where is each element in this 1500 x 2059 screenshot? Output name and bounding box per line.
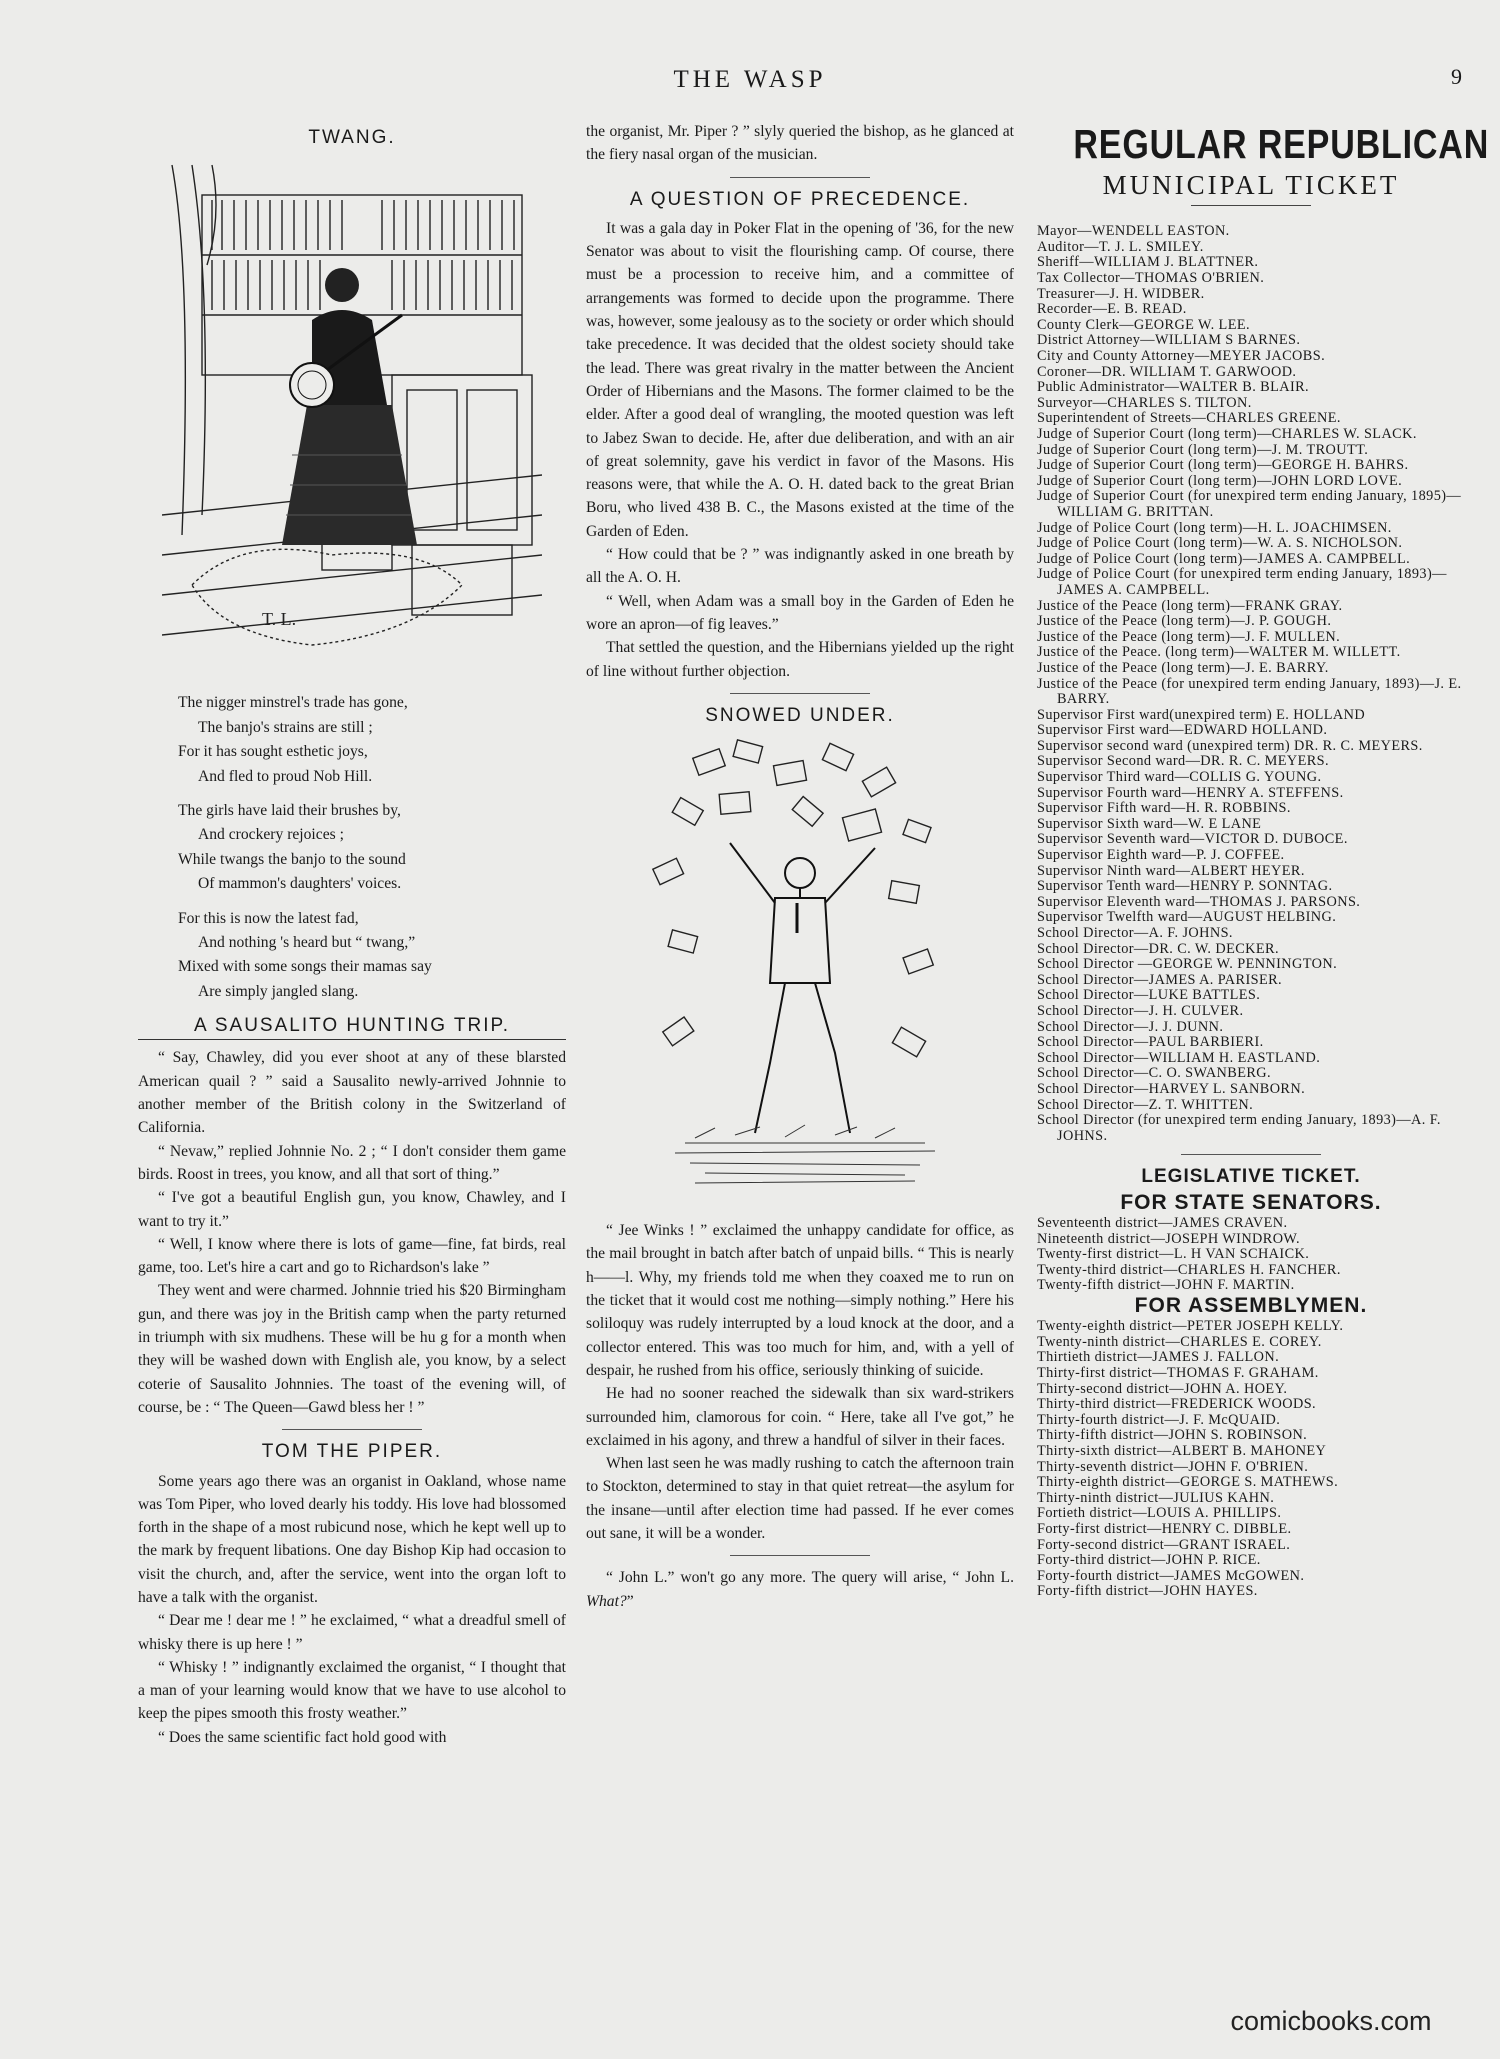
closing-end: ” — [626, 1592, 634, 1610]
poem-line: And crockery rejoices ; — [198, 826, 344, 844]
ticket-entry: Justice of the Peace (long term)—J. F. MULLEN. — [1037, 628, 1341, 645]
twang-title: TWANG. — [308, 127, 396, 148]
ticket-entry: Supervisor Seventh ward—VICTOR D. DUBOCE. — [1037, 831, 1348, 848]
section-divider — [1191, 205, 1311, 206]
ticket-entry: Thirty-fourth district—J. F. McQUAID. — [1037, 1411, 1281, 1428]
ticket-entry: Thirty-fifth district—JOHN S. ROBINSON. — [1037, 1427, 1308, 1444]
ticket-entry: Judge of Police Court (long term)—W. A. S. NICHOLSON. — [1037, 535, 1403, 552]
ticket-entry: Seventeenth district—JAMES CRAVEN. — [1037, 1214, 1288, 1231]
ticket-title: REGULAR REPUBLICAN — [1073, 121, 1490, 167]
ticket-entry: Supervisor Tenth ward—HENRY P. SONNTAG. — [1037, 878, 1333, 895]
ticket-entry: Fortieth district—LOUIS A. PHILLIPS. — [1037, 1505, 1282, 1522]
ticket-entry: Twenty-third district—CHARLES H. FANCHER. — [1037, 1261, 1341, 1278]
article-paragraph: Some years ago there was an organist in Oakland, whose name was Tom Piper, who loved dearly his toddy. His love had blossomed forth in the shape of a most rubicund nose, which he kept well up to the mark by frequent libations. One day Bishop Kip had occasion to visit the church, and, after the service, went into the organ loft to have a talk with the organist. — [138, 1472, 566, 1606]
ticket-entry: County Clerk—GEORGE W. LEE. — [1037, 316, 1250, 333]
poem-stanza — [178, 691, 566, 789]
column-right — [1037, 120, 1490, 1600]
municipal-ticket-list — [1037, 224, 1465, 1144]
legislative-title: LEGISLATIVE TICKET. — [1141, 1166, 1361, 1188]
ticket-entry: Supervisor Sixth ward—W. E LANE — [1037, 815, 1262, 832]
article-paragraph: “ Well, I know where there is lots of game—fine, fat birds, real game, too. Let's hire a cart and go to Richardson's lake ” — [138, 1235, 566, 1277]
ticket-entry: Supervisor Fifth ward—H. R. ROBBINS. — [1037, 800, 1291, 817]
ticket-entry: District Attorney—WILLIAM S BARNES. — [1037, 332, 1301, 349]
article-paragraph: That settled the question, and the Hibernians yielded up the right of line without further objection. — [586, 639, 1014, 680]
section-divider — [730, 177, 870, 178]
ticket-entry: Forty-fifth district—JOHN HAYES. — [1037, 1583, 1258, 1600]
ticket-entry: School Director—C. O. SWANBERG. — [1037, 1065, 1271, 1082]
ticket-entry: School Director —GEORGE W. PENNINGTON. — [1037, 956, 1338, 973]
section-divider — [282, 1429, 422, 1430]
ticket-entry: Thirty-second district—JOHN A. HOEY. — [1037, 1380, 1288, 1397]
article-paragraph: the organist, Mr. Piper ? ” slyly queried the bishop, as he glanced at the fiery nasal organ of the musician. — [586, 123, 1014, 164]
ticket-entry: Thirty-seventh district—JOHN F. O'BRIEN. — [1037, 1458, 1309, 1475]
ticket-entry: Justice of the Peace (long term)—FRANK GRAY. — [1037, 597, 1343, 614]
ticket-entry: School Director—WILLIAM H. EASTLAND. — [1037, 1049, 1321, 1066]
ticket-entry: Thirty-ninth district—JULIUS KAHN. — [1037, 1489, 1275, 1506]
ticket-entry: Judge of Superior Court (long term)—CHARLES W. SLACK. — [1037, 426, 1417, 443]
ticket-entry: Public Administrator—WALTER B. BLAIR. — [1037, 379, 1310, 396]
ticket-entry: Supervisor Twelfth ward—AUGUST HELBING. — [1037, 909, 1337, 926]
article-paragraph: When last seen he was madly rushing to catch the afternoon train to Stockton, determined to stay in that quiet retreat—the asylum for the insane—until after election time had passed. If he ever comes out sane, it will be a wonder. — [586, 1455, 1014, 1542]
ticket-entry: Thirty-sixth district—ALBERT B. MAHONEY — [1037, 1442, 1327, 1459]
ticket-entry: Forty-second district—GRANT ISRAEL. — [1037, 1536, 1291, 1553]
article-paragraph: They went and were charmed. Johnnie tried his $20 Birmingham gun, and there was joy in the British camp when the party returned in triumph with six mudhens. These will be hu g for a month when they will be washed down with English ale, you know, by a select coterie of Sausalito Johnnies. The toast of the evening will, of course, be : “ The Queen—Gawd bless her ! ” — [138, 1282, 566, 1416]
ticket-entry: Judge of Superior Court (for unexpired term ending January, 1895)—WILLIAM G. BRITTAN. — [1037, 488, 1462, 520]
closing-italic: What? — [586, 1592, 627, 1610]
poem-line: The banjo's strains are still ; — [198, 718, 373, 736]
ticket-entry: Judge of Police Court (for unexpired term ending January, 1893)—JAMES A. CAMPBELL. — [1037, 566, 1447, 598]
ticket-entry: Auditor—T. J. L. SMILEY. — [1037, 238, 1204, 255]
article-paragraph — [586, 1566, 1014, 1613]
section-divider — [730, 1555, 870, 1556]
ticket-entry: School Director—J. H. CULVER. — [1037, 1002, 1244, 1019]
poem-line: And nothing 's heard but “ twang,” — [198, 933, 416, 951]
section-divider — [730, 693, 870, 694]
poem-line: And fled to proud Nob Hill. — [198, 767, 373, 785]
ticket-entry: Judge of Superior Court (long term)—JOHN LORD LOVE. — [1037, 472, 1403, 489]
page-header — [0, 62, 1500, 102]
sausalito-title: A SAUSALITO HUNTING TRIP. — [138, 1014, 566, 1040]
ticket-entry: Judge of Police Court (long term)—JAMES A. CAMPBELL. — [1037, 550, 1411, 567]
ticket-entry: Justice of the Peace (long term)—J. E. BARRY. — [1037, 659, 1329, 676]
masthead: THE WASP — [673, 66, 827, 93]
ticket-entry: Supervisor First ward—EDWARD HOLLAND. — [1037, 722, 1328, 739]
ticket-entry: Supervisor Eleventh ward—THOMAS J. PARSONS. — [1037, 893, 1361, 910]
ticket-entry: Twenty-ninth district—CHARLES E. COREY. — [1037, 1333, 1322, 1350]
ticket-entry: School Director (for unexpired term ending January, 1893)—A. F. JOHNS. — [1037, 1112, 1441, 1144]
ticket-entry: Justice of the Peace. (long term)—WALTER M. WILLETT. — [1037, 644, 1401, 661]
banjo-player-illustration — [162, 155, 542, 675]
ticket-subtitle: MUNICIPAL TICKET — [1102, 170, 1400, 200]
ticket-entry: Judge of Superior Court (long term)—GEORGE H. BAHRS. — [1037, 457, 1409, 474]
poem-line: The nigger minstrel's trade has gone, — [178, 694, 408, 712]
ticket-entry: Supervisor Eighth ward—P. J. COFFEE. — [1037, 847, 1285, 864]
ticket-entry: Justice of the Peace (long term)—J. P. GOUGH. — [1037, 613, 1332, 630]
ticket-entry: School Director—JAMES A. PARISER. — [1037, 971, 1283, 988]
poem-line: Mixed with some songs their mamas say — [178, 958, 432, 976]
column-left — [138, 120, 566, 1749]
ticket-entry: Forty-first district—HENRY C. DIBBLE. — [1037, 1520, 1292, 1537]
section-divider — [1181, 1154, 1321, 1155]
watermark: comicbooks.com — [1188, 2001, 1474, 2043]
ticket-entry: Tax Collector—THOMAS O'BRIEN. — [1037, 270, 1265, 287]
poem-line: Are simply jangled slang. — [198, 982, 359, 1000]
snowed-under-illustration — [635, 733, 965, 1203]
precedence-title: A QUESTION OF PRECEDENCE. — [629, 188, 971, 210]
ticket-entry: Forty-fourth district—JAMES McGOWEN. — [1037, 1567, 1305, 1584]
assembly-list — [1037, 1319, 1465, 1600]
poem-stanza — [178, 907, 566, 1005]
ticket-entry: Superintendent of Streets—CHARLES GREENE. — [1037, 410, 1341, 427]
senators-title: FOR STATE SENATORS. — [1120, 1190, 1382, 1214]
ticket-entry: Supervisor Fourth ward—HENRY A. STEFFENS. — [1037, 784, 1344, 801]
poem-stanza — [178, 799, 566, 897]
ticket-entry: Treasurer—J. H. WIDBER. — [1037, 285, 1205, 302]
column-middle — [586, 120, 1014, 1613]
ticket-entry: Supervisor second ward (unexpired term) DR. R. C. MEYERS. — [1037, 737, 1423, 754]
ticket-entry: Surveyor—CHARLES S. TILTON. — [1037, 394, 1252, 411]
article-paragraph: “ Jee Winks ! ” exclaimed the unhappy candidate for office, as the mail brought in batch after batch of unpaid bills. “ This is nearly h——l. Why, my friends told me when they coaxed me to run on the ticket that it would cost me nothing—simply nothing.” Here his soliloquy was rudely interrupted by a loud knock at the door, and a collector entered. This was too much for him, and, with a yell of despair, he rushed from his office, seriously thinking of suicide. — [586, 1222, 1014, 1379]
poem-line: Of mammon's daughters' voices. — [198, 875, 402, 893]
ticket-entry: School Director—DR. C. W. DECKER. — [1037, 940, 1279, 957]
article-paragraph: It was a gala day in Poker Flat in the opening of '36, for the new Senator was about to visit the flourishing camp. Of course, there must be a procession to receive him, and a committee of arrangements was formed to decide upon the programme. There was, however, some jealousy as to the society or order which should take precedence. It was decided that the oldest society should take the lead. There was great rivalry in the matter between the Ancient Order of Hibernians and the Masons. The former claimed to be the elder. After a good deal of wrangling, the mooted question was left to Jabez Swan to decide. He, after due deliberation, and with an air of great solemnity, gave his verdict in favor of the Masons. His reasons were, that while the A. O. H. dated back to the great Brian Boru, who lived 438 B. C., the Masons existed at the time of the Garden of Eden. — [586, 219, 1014, 540]
article-paragraph: “ Whisky ! ” indignantly exclaimed the organist, “ I thought that a man of your learning would know that we have to use alcohol to keep the pipes smooth this frosty weather.” — [138, 1658, 566, 1723]
article-paragraph: “ Well, when Adam was a small boy in the Garden of Eden he wore an apron—of fig leaves.” — [586, 592, 1014, 633]
article-paragraph: “ Say, Chawley, did you ever shoot at any of these blarsted American quail ? ” said a Sausalito newly-arrived Johnnie to another member of the British colony in the Switzerland of California. — [138, 1049, 566, 1137]
illustration-signature: T. L. — [262, 609, 297, 630]
article-paragraph: “ How could that be ? ” was indignantly asked in one breath by all the A. O. H. — [586, 546, 1014, 587]
ticket-entry: School Director—PAUL BARBIERI. — [1037, 1034, 1264, 1051]
ticket-entry: Justice of the Peace (for unexpired term ending January, 1893)—J. E. BARRY. — [1037, 675, 1462, 708]
piper-title: TOM THE PIPER. — [261, 1441, 443, 1463]
assembly-title: FOR ASSEMBLYMEN. — [1134, 1293, 1368, 1317]
ticket-entry: Coroner—DR. WILLIAM T. GARWOOD. — [1037, 363, 1297, 380]
ticket-entry: Supervisor First ward(unexpired term) E. HOLLAND — [1037, 706, 1366, 723]
senators-list — [1037, 1216, 1465, 1294]
ticket-entry: Twenty-eighth district—PETER JOSEPH KELLY. — [1037, 1318, 1344, 1335]
ticket-entry: Sheriff—WILLIAM J. BLATTNER. — [1037, 254, 1259, 271]
ticket-entry: School Director—J. J. DUNN. — [1037, 1018, 1224, 1035]
ticket-entry: Thirty-third district—FREDERICK WOODS. — [1037, 1396, 1317, 1413]
snowed-title: SNOWED UNDER. — [705, 704, 895, 726]
ticket-entry: Twenty-first district—L. H VAN SCHAICK. — [1037, 1246, 1310, 1263]
ticket-entry: City and County Attorney—MEYER JACOBS. — [1037, 348, 1326, 365]
ticket-entry: Thirty-eighth district—GEORGE S. MATHEWS. — [1037, 1474, 1339, 1491]
ticket-entry: Thirty-first district—THOMAS F. GRAHAM. — [1037, 1364, 1319, 1381]
ticket-entry: School Director—Z. T. WHITTEN. — [1037, 1096, 1254, 1113]
poem-line: For this is now the latest fad, — [178, 909, 359, 927]
ticket-entry: Supervisor Third ward—COLLIS G. YOUNG. — [1037, 769, 1322, 786]
article-paragraph: He had no sooner reached the sidewalk than six ward-strikers surrounded him, clamorous for coin. “ Here, take all I've got,” he exclaimed in his agony, and threw a handful of silver in their faces. — [586, 1385, 1014, 1449]
twang-poem — [178, 691, 566, 1004]
ticket-entry: Twenty-fifth district—JOHN F. MARTIN. — [1037, 1277, 1295, 1294]
ticket-entry: Judge of Police Court (long term)—H. L. JOACHIMSEN. — [1037, 519, 1392, 536]
poem-line: The girls have laid their brushes by, — [178, 801, 401, 819]
article-paragraph: “ Nevaw,” replied Johnnie No. 2 ; “ I don't consider them game birds. Roost in trees, you know, and all that sort of thing.” — [138, 1142, 566, 1183]
poem-line: For it has sought esthetic joys, — [178, 743, 368, 761]
ticket-entry: Recorder—E. B. READ. — [1037, 301, 1187, 318]
ticket-entry: Mayor—WENDELL EASTON. — [1037, 223, 1230, 240]
article-paragraph: “ Dear me ! dear me ! ” he exclaimed, “ what a dreadful smell of whisky there is up here ! ” — [138, 1612, 566, 1653]
poem-line: While twangs the banjo to the sound — [178, 850, 406, 868]
article-paragraph: “ I've got a beautiful English gun, you know, Chawley, and I want to try it.” — [138, 1189, 566, 1230]
ticket-entry: School Director—HARVEY L. SANBORN. — [1037, 1080, 1306, 1097]
ticket-entry: Nineteenth district—JOSEPH WINDROW. — [1037, 1230, 1300, 1247]
article-paragraph: “ Does the same scientific fact hold good with — [158, 1728, 447, 1746]
ticket-entry: Supervisor Ninth ward—ALBERT HEYER. — [1037, 862, 1305, 879]
ticket-entry: Judge of Superior Court (long term)—J. M. TROUTT. — [1037, 441, 1369, 458]
ticket-entry: Supervisor Second ward—DR. R. C. MEYERS. — [1037, 753, 1330, 770]
closing-text: “ John L.” won't go any more. The query will arise, “ John L. — [606, 1569, 1014, 1587]
ticket-entry: Thirtieth district—JAMES J. FALLON. — [1037, 1349, 1280, 1366]
ticket-entry: Forty-third district—JOHN P. RICE. — [1037, 1552, 1261, 1569]
ticket-entry: School Director—A. F. JOHNS. — [1037, 925, 1233, 942]
ticket-entry: School Director—LUKE BATTLES. — [1037, 987, 1261, 1004]
page-number: 9 — [1451, 64, 1462, 89]
